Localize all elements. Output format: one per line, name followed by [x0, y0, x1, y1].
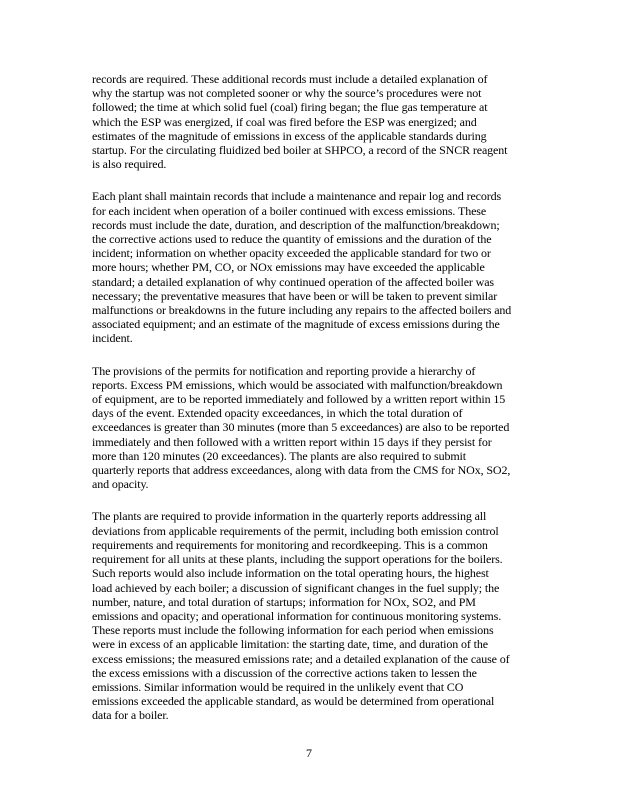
paragraph-startup-records: [92, 72, 570, 171]
text-line: The plants are required to provide information in the quarterly reports addressing all: [92, 509, 487, 524]
text-line: more than 120 minutes (20 exceedances). The plants are also required to submit: [92, 448, 466, 463]
text-line: number, nature, and total duration of startups; information for NOx, SO2, and PM: [92, 594, 476, 609]
text-line: emissions and opacity; and operational information for continuous monitoring systems.: [92, 608, 502, 623]
text-line: exceedances is greater than 30 minutes (more than 5 exceedances) are also to be reported: [92, 420, 510, 435]
text-line: immediately and then followed with a written report within 15 days if they persist for: [92, 434, 492, 449]
text-line: requirements and requirements for monitoring and recordkeeping. This is a common: [92, 537, 488, 552]
paragraph-quarterly-reports: [92, 509, 570, 722]
text-line: emissions. Similar information would be required in the unlikely event that CO: [92, 679, 464, 694]
text-line: associated equipment; and an estimate of the magnitude of excess emissions during the: [92, 317, 500, 332]
text-line: which the ESP was energized, if coal was fired before the ESP was energized; and: [92, 114, 477, 129]
text-line: estimates of the magnitude of emissions in excess of the applicable standards during: [92, 128, 487, 143]
text-line: These reports must include the following information for each period when emissions: [92, 623, 494, 638]
text-line: emissions exceeded the applicable standard, as would be determined from operational: [92, 694, 495, 709]
text-line: Each plant shall maintain records that include a maintenance and repair log and records: [92, 189, 502, 204]
text-line: and opacity.: [92, 477, 149, 492]
text-line: quarterly reports that address exceedances, along with data from the CMS for NOx, SO2,: [92, 463, 511, 478]
text-line: necessary; the preventative measures that have been or will be taken to prevent similar: [92, 288, 498, 303]
text-line: for each incident when operation of a boiler continued with excess emissions. These: [92, 203, 487, 218]
text-line: more hours; whether PM, CO, or NOx emissions may have exceeded the applicable: [92, 260, 485, 275]
text-line: The provisions of the permits for notification and reporting provide a hierarchy of: [92, 363, 476, 378]
text-line: excess emissions; the measured emissions rate; and a detailed explanation of the cause of: [92, 651, 510, 666]
text-line: is also required.: [92, 157, 167, 172]
page-number: 7: [306, 746, 312, 760]
text-line: records must include the date, duration, and description of the malfunction/breakdown;: [92, 217, 500, 232]
text-line: data for a boiler.: [92, 708, 169, 723]
text-line: why the startup was not completed sooner or why the source’s procedures were not: [92, 86, 482, 101]
paragraph-notification-reporting: [92, 364, 570, 492]
text-line: incident; information on whether opacity exceeded the applicable standard for two or: [92, 246, 491, 261]
body-text: [92, 72, 570, 741]
text-line: deviations from applicable requirements of the permit, including both emission control: [92, 523, 499, 538]
text-line: load achieved by each boiler; a discussion of significant changes in the fuel supply; the: [92, 580, 500, 595]
text-line: were in excess of an applicable limitation: the starting date, time, and duration of the: [92, 637, 488, 652]
text-line: malfunctions or breakdowns in the future including any repairs to the affected boilers and: [92, 303, 512, 318]
text-line: the corrective actions used to reduce the quantity of emissions and the duration of the: [92, 232, 492, 247]
text-line: requirement for all units at these plants, including the support operations for the boilers.: [92, 552, 503, 567]
text-line: records are required. These additional records must include a detailed explanation of: [92, 72, 488, 86]
text-line: startup. For the circulating fluidized bed boiler at SHPCO, a record of the SNCR reagent: [92, 143, 508, 158]
text-line: reports. Excess PM emissions, which would be associated with malfunction/breakdown: [92, 377, 503, 392]
text-line: standard; a detailed explanation of why continued operation of the affected boiler was: [92, 274, 494, 289]
text-line: incident.: [92, 331, 133, 346]
text-line: followed; the time at which solid fuel (coal) firing began; the flue gas temperature at: [92, 100, 488, 115]
paragraph-maintenance-records: [92, 189, 570, 345]
text-line: the excess emissions with a discussion of the corrective actions taken to lessen the: [92, 665, 477, 680]
text-line: Such reports would also include information on the total operating hours, the highest: [92, 566, 489, 581]
text-line: of equipment, are to be reported immediately and followed by a written report within 15: [92, 392, 506, 407]
text-line: days of the event. Extended opacity exceedances, in which the total duration of: [92, 406, 463, 421]
